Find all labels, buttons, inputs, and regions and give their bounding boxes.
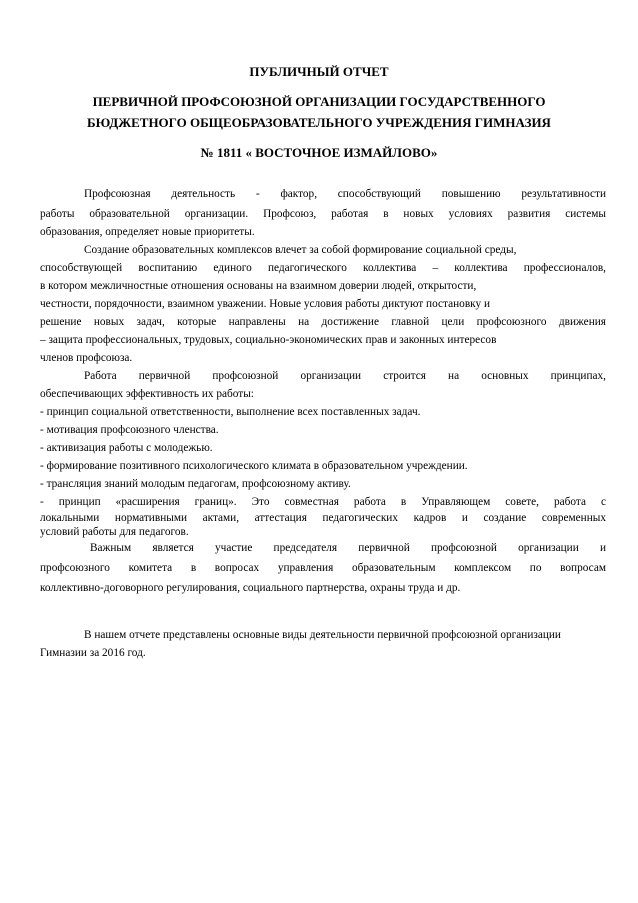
document-title: ПУБЛИЧНЫЙ ОТЧЕТ — [249, 64, 389, 79]
principle-list-item: - принцип «расширения границ». Это совместная работа в Управляющем совете, работа с — [40, 496, 606, 508]
body-line: образования, определяет новые приоритеты. — [40, 226, 255, 238]
principle-list-item: - мотивация профсоюзного членства. — [40, 424, 219, 436]
body-line: решение новых задач, которые направлены на достижение главной цели профсоюзного движения — [40, 316, 606, 328]
body-line: – защита профессиональных, трудовых, социально-экономических прав и законных интересов — [40, 334, 497, 346]
body-line: честности, порядочности, взаимном уважении. Новые условия работы диктуют постановку и — [40, 298, 491, 310]
organization-name-line-1: ПЕРВИЧНОЙ ПРОФСОЮЗНОЙ ОРГАНИЗАЦИИ ГОСУДАРСТВЕННОГО — [92, 94, 546, 109]
principle-list-item: - формирование позитивного психологического климата в образовательном учреждении. — [40, 460, 468, 472]
body-line: локальными нормативными актами, аттестация педагогических кадров и создание современных — [40, 512, 606, 524]
body-line: способствующей воспитанию единого педагогического коллектива – коллектива профессионалов, — [40, 262, 606, 274]
principle-list-item: - принцип социальной ответственности, выполнение всех поставленных задач. — [40, 406, 421, 418]
principle-list-item: - трансляция знаний молодым педагогам, профсоюзному активу. — [40, 478, 351, 490]
body-line: профсоюзного комитета в вопросах управления образовательным комплексом по вопросам — [40, 562, 606, 574]
body-line: условий работы для педагогов. — [40, 526, 189, 538]
conclusion-line: В нашем отчете представлены основные виды деятельности первичной профсоюзной организации — [84, 629, 561, 641]
body-line: Важным является участие председателя первичной профсоюзной организации и — [90, 542, 606, 554]
body-line: работы образовательной организации. Профсоюз, работая в новых условиях развития системы — [40, 208, 606, 220]
body-line: обеспечивающих эффективность их работы: — [40, 388, 254, 400]
body-line: Профсоюзная деятельность - фактор, способствующий повышению результативности — [84, 188, 606, 200]
body-line: коллективно-договорного регулирования, социального партнерства, охраны труда и др. — [40, 582, 461, 594]
body-line: в котором межличностные отношения основаны на взаимном доверии людей, открытости, — [40, 280, 477, 292]
body-line: Работа первичной профсоюзной организации строится на основных принципах, — [84, 370, 606, 382]
organization-name-line-3: № 1811 « ВОСТОЧНОЕ ИЗМАЙЛОВО» — [200, 145, 438, 160]
organization-name-line-2: БЮДЖЕТНОГО ОБЩЕОБРАЗОВАТЕЛЬНОГО УЧРЕЖДЕНИЯ ГИМНАЗИЯ — [87, 115, 551, 130]
conclusion-line: Гимназии за 2016 год. — [40, 647, 146, 659]
principle-list-item: - активизация работы с молодежью. — [40, 442, 213, 454]
body-line: Создание образовательных комплексов влечет за собой формирование социальной среды, — [84, 244, 517, 256]
body-line: членов профсоюза. — [40, 352, 133, 364]
